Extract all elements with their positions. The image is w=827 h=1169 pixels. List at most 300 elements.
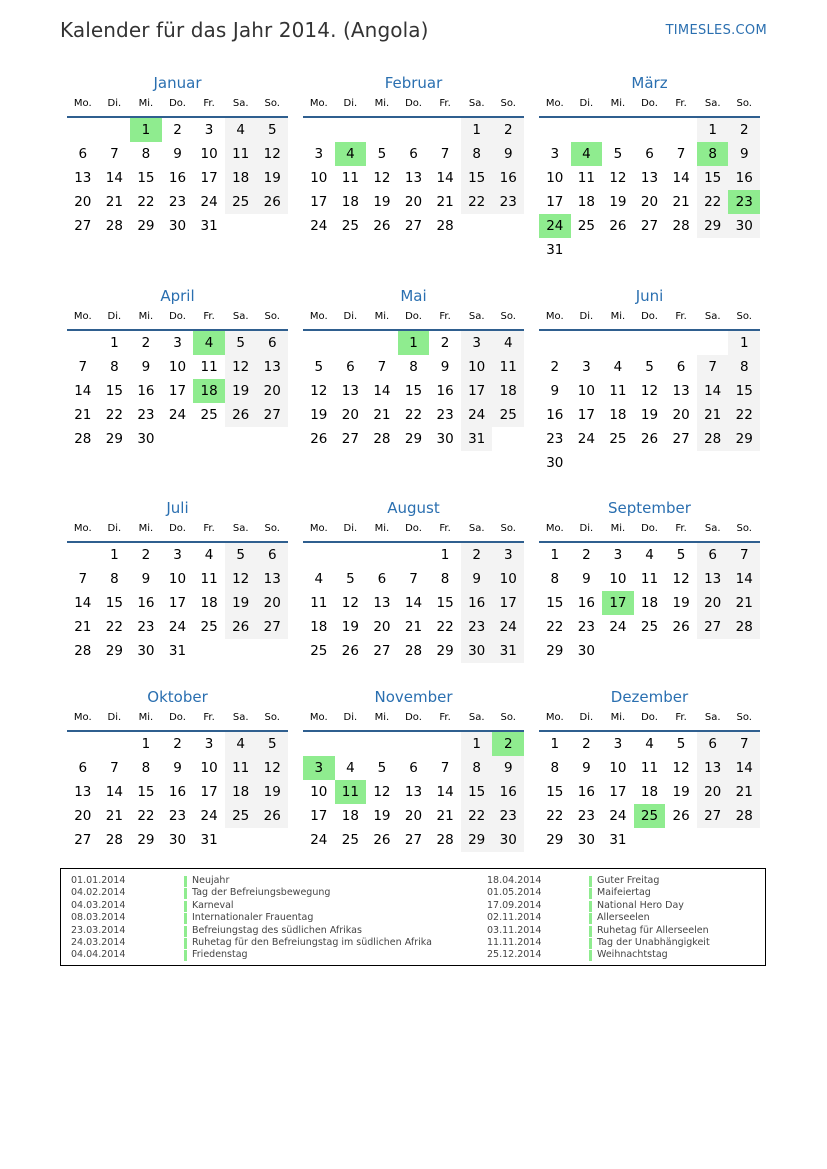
month-days	[67, 732, 288, 852]
day-cell: 29	[137, 218, 155, 234]
empty-cell	[492, 214, 524, 238]
day-cell: 19	[373, 194, 391, 210]
weekday-label: Fr.	[203, 712, 215, 723]
month-days	[539, 331, 760, 475]
day-cell: 16	[492, 780, 524, 804]
empty-cell	[634, 331, 666, 355]
weekday-label: Mo.	[73, 523, 92, 534]
week-row	[67, 591, 288, 615]
day-cell: 25	[577, 218, 595, 234]
day-cell: 7	[676, 146, 686, 162]
week-row	[539, 142, 760, 166]
empty-cell	[398, 543, 430, 567]
holiday-marker	[184, 901, 187, 912]
day-cell: 10	[310, 170, 328, 186]
day-cell: 28	[404, 643, 423, 659]
day-cell: 9	[461, 567, 493, 591]
day-cell: 1	[550, 547, 560, 563]
month-name: Februar	[384, 74, 443, 92]
day-cell: 9	[141, 571, 151, 587]
day-cell: 21	[728, 591, 760, 615]
day-cell: 1	[461, 732, 493, 756]
day-cell: 23	[137, 619, 155, 635]
weekday-label: So.	[264, 712, 280, 723]
holiday-date: 18.04.2014	[487, 875, 542, 886]
day-cell: 8	[110, 359, 119, 375]
month-name: November	[374, 688, 453, 706]
weekday-label: Di.	[107, 523, 122, 534]
week-row	[303, 804, 524, 828]
month-november	[303, 686, 524, 852]
day-cell: 11	[609, 383, 627, 399]
day-cell: 31	[461, 427, 493, 451]
day-cell: 1	[141, 736, 151, 752]
holiday-entry	[487, 887, 757, 899]
day-cell: 21	[728, 780, 760, 804]
weekday-label: Di.	[579, 523, 594, 534]
empty-cell	[366, 543, 398, 567]
holiday-entry	[71, 949, 471, 961]
day-cell: 1	[550, 736, 560, 752]
day-cell: 17	[577, 407, 595, 423]
day-cell: 19	[256, 780, 288, 804]
day-cell: 23	[546, 431, 564, 447]
day-cell: 14	[404, 595, 423, 611]
empty-cell	[665, 451, 697, 475]
weekday-label: Di.	[343, 523, 358, 534]
holiday-date: 11.11.2014	[487, 936, 542, 948]
day-cell: 21	[697, 403, 729, 427]
weekday-label: Fr.	[203, 98, 215, 109]
day-cell: 23	[577, 619, 595, 635]
empty-cell	[634, 639, 666, 663]
empty-cell	[728, 828, 760, 852]
week-row	[303, 639, 524, 663]
day-cell: 28	[728, 615, 760, 639]
weekday-label: Sa.	[704, 311, 721, 322]
weekday-header	[303, 712, 524, 728]
day-cell: 18	[492, 379, 524, 403]
day-cell: 13	[404, 170, 423, 186]
empty-cell	[602, 451, 634, 475]
day-cell: 7	[78, 359, 88, 375]
weekday-label: Do.	[405, 98, 422, 109]
weekday-header	[67, 523, 288, 539]
day-cell: 22	[137, 194, 155, 210]
day-cell: 22	[436, 619, 454, 635]
weekday-label: Do.	[641, 712, 658, 723]
day-cell: 6	[409, 760, 418, 776]
week-row	[303, 567, 524, 591]
day-cell: 19	[256, 166, 288, 190]
weekday-label: So.	[264, 311, 280, 322]
day-cell: 5	[377, 760, 387, 776]
day-cell: 13	[404, 784, 423, 800]
day-cell: 15	[461, 166, 493, 190]
holiday-list-left	[71, 875, 471, 962]
holiday-name: National Hero Day	[597, 899, 684, 911]
day-cell: 4	[571, 142, 603, 166]
day-cell: 17	[200, 170, 218, 186]
day-cell: 8	[461, 756, 493, 780]
day-cell: 1	[697, 118, 729, 142]
weekday-label: Mi.	[374, 98, 390, 109]
empty-cell	[728, 238, 760, 262]
day-cell: 13	[256, 567, 288, 591]
day-cell: 24	[310, 832, 328, 848]
day-cell: 10	[492, 567, 524, 591]
month-februar	[303, 72, 524, 238]
day-cell: 25	[640, 619, 659, 635]
week-row	[303, 427, 524, 451]
day-cell: 4	[225, 732, 257, 756]
empty-cell	[571, 238, 603, 262]
week-row	[67, 166, 288, 190]
day-cell: 2	[461, 543, 493, 567]
day-cell: 6	[78, 760, 88, 776]
day-cell: 9	[173, 146, 182, 162]
day-cell: 21	[373, 407, 391, 423]
empty-cell	[634, 238, 666, 262]
empty-cell	[256, 639, 288, 663]
empty-cell	[99, 732, 131, 756]
month-name: August	[387, 499, 440, 517]
day-cell: 13	[697, 567, 729, 591]
week-row	[67, 780, 288, 804]
day-cell: 30	[577, 832, 595, 848]
weekday-label: Fr.	[439, 712, 451, 723]
week-row	[303, 355, 524, 379]
day-cell: 19	[609, 194, 627, 210]
weekday-label: Mo.	[73, 98, 92, 109]
day-cell: 23	[728, 190, 760, 214]
weekday-label: Fr.	[675, 311, 687, 322]
holiday-date: 04.02.2014	[71, 887, 126, 899]
day-cell: 4	[492, 331, 524, 355]
day-cell: 16	[492, 166, 524, 190]
day-cell: 31	[546, 242, 564, 258]
day-cell: 11	[200, 359, 218, 375]
weekday-label: Sa.	[468, 311, 485, 322]
day-cell: 21	[436, 808, 454, 824]
day-cell: 29	[546, 832, 564, 848]
week-row	[539, 828, 760, 852]
weekday-label: Mi.	[610, 523, 626, 534]
day-cell: 17	[200, 784, 218, 800]
day-cell: 7	[110, 760, 119, 776]
day-cell: 18	[193, 379, 225, 403]
empty-cell	[571, 118, 603, 142]
weekday-header	[539, 311, 760, 327]
day-cell: 6	[377, 571, 387, 587]
day-cell: 6	[346, 359, 355, 375]
week-row	[303, 828, 524, 852]
day-cell: 15	[105, 595, 123, 611]
day-cell: 22	[105, 619, 123, 635]
holiday-marker	[184, 926, 187, 937]
day-cell: 20	[74, 808, 92, 824]
weekday-label: Mo.	[309, 311, 328, 322]
day-cell: 18	[341, 808, 359, 824]
day-cell: 18	[225, 166, 257, 190]
day-cell: 17	[168, 595, 187, 611]
day-cell: 16	[461, 591, 493, 615]
holiday-name: Friedenstag	[192, 949, 248, 961]
empty-cell	[193, 427, 225, 451]
day-cell: 30	[168, 832, 187, 848]
day-cell: 19	[310, 407, 328, 423]
weekday-label: Do.	[169, 98, 186, 109]
week-row	[303, 732, 524, 756]
weekday-label: Do.	[169, 712, 186, 723]
day-cell: 3	[314, 146, 324, 162]
page-title: Kalender für das Jahr 2014. (Angola)	[60, 18, 429, 42]
day-cell: 26	[373, 832, 391, 848]
day-cell: 8	[440, 571, 450, 587]
week-row	[539, 732, 760, 756]
day-cell: 24	[539, 214, 571, 238]
day-cell: 18	[200, 595, 218, 611]
day-cell: 11	[640, 571, 659, 587]
day-cell: 10	[168, 359, 187, 375]
day-cell: 12	[672, 760, 690, 776]
weekday-label: Do.	[641, 311, 658, 322]
day-cell: 7	[440, 760, 450, 776]
day-cell: 27	[697, 615, 729, 639]
day-cell: 7	[409, 571, 418, 587]
day-cell: 20	[404, 194, 423, 210]
day-cell: 11	[200, 571, 218, 587]
month-name: September	[608, 499, 691, 517]
day-cell: 30	[728, 214, 760, 238]
day-cell: 4	[645, 547, 654, 563]
weekday-label: Do.	[641, 98, 658, 109]
weekday-label: Do.	[405, 712, 422, 723]
day-cell: 25	[310, 643, 328, 659]
week-row	[539, 639, 760, 663]
weekday-label: So.	[264, 523, 280, 534]
weekday-header	[303, 523, 524, 539]
day-cell: 9	[550, 383, 560, 399]
holiday-date: 02.11.2014	[487, 912, 542, 924]
day-cell: 18	[310, 619, 328, 635]
weekday-header	[303, 311, 524, 327]
day-cell: 28	[74, 643, 92, 659]
day-cell: 27	[640, 218, 659, 234]
month-name: Juni	[635, 287, 664, 305]
day-cell: 14	[672, 170, 690, 186]
day-cell: 26	[310, 431, 328, 447]
day-cell: 18	[225, 780, 257, 804]
holiday-name: Neujahr	[192, 875, 230, 886]
day-cell: 1	[728, 331, 760, 355]
week-row	[303, 615, 524, 639]
day-cell: 5	[377, 146, 387, 162]
day-cell: 24	[609, 619, 627, 635]
day-cell: 30	[168, 218, 187, 234]
weekday-label: Fr.	[203, 523, 215, 534]
weekday-label: So.	[500, 311, 516, 322]
holiday-marker	[184, 888, 187, 899]
month-days	[539, 118, 760, 262]
week-row	[539, 331, 760, 355]
week-row	[303, 166, 524, 190]
day-cell: 1	[130, 118, 162, 142]
weekday-label: Mo.	[309, 98, 328, 109]
day-cell: 18	[609, 407, 627, 423]
day-cell: 29	[105, 643, 123, 659]
day-cell: 10	[609, 760, 627, 776]
day-cell: 17	[461, 379, 493, 403]
month-dezember	[539, 686, 760, 852]
day-cell: 28	[373, 431, 391, 447]
brand-logo-text[interactable]: TIMESLES.COM	[665, 23, 767, 38]
day-cell: 4	[613, 359, 623, 375]
weekday-header	[67, 311, 288, 327]
day-cell: 28	[672, 218, 690, 234]
day-cell: 26	[373, 218, 391, 234]
day-cell: 22	[461, 804, 493, 828]
day-cell: 28	[105, 218, 123, 234]
day-cell: 31	[609, 832, 627, 848]
day-cell: 25	[492, 403, 524, 427]
day-cell: 23	[436, 407, 454, 423]
day-cell: 11	[335, 780, 367, 804]
day-cell: 13	[74, 784, 92, 800]
month-märz	[539, 72, 760, 262]
weekday-label: Mi.	[374, 523, 390, 534]
day-cell: 27	[74, 218, 92, 234]
day-cell: 6	[78, 146, 88, 162]
day-cell: 22	[461, 190, 493, 214]
day-cell: 26	[341, 643, 359, 659]
empty-cell	[429, 732, 461, 756]
weekday-header	[539, 712, 760, 728]
day-cell: 16	[137, 595, 155, 611]
week-row	[539, 615, 760, 639]
day-cell: 21	[672, 194, 690, 210]
week-row	[303, 214, 524, 238]
day-cell: 13	[341, 383, 359, 399]
month-days	[303, 732, 524, 852]
holiday-marker	[589, 913, 592, 924]
month-april	[67, 285, 288, 451]
day-cell: 10	[609, 571, 627, 587]
day-cell: 13	[640, 170, 659, 186]
day-cell: 25	[341, 218, 359, 234]
day-cell: 30	[436, 431, 454, 447]
holiday-name: Karneval	[192, 899, 234, 911]
day-cell: 4	[314, 571, 324, 587]
day-cell: 29	[404, 431, 423, 447]
holiday-entry	[487, 912, 757, 924]
empty-cell	[366, 732, 398, 756]
day-cell: 20	[672, 407, 690, 423]
empty-cell	[225, 427, 257, 451]
month-name: Januar	[153, 74, 202, 92]
empty-cell	[225, 214, 257, 238]
day-cell: 4	[193, 331, 225, 355]
empty-cell	[335, 331, 367, 355]
holiday-name: Maifeiertag	[597, 887, 651, 899]
day-cell: 26	[225, 615, 257, 639]
day-cell: 21	[436, 194, 454, 210]
day-cell: 8	[550, 760, 560, 776]
empty-cell	[225, 828, 257, 852]
day-cell: 19	[225, 591, 257, 615]
day-cell: 11	[640, 760, 659, 776]
day-cell: 19	[373, 808, 391, 824]
day-cell: 30	[492, 828, 524, 852]
empty-cell	[366, 118, 398, 142]
day-cell: 22	[546, 808, 564, 824]
holiday-date: 04.03.2014	[71, 899, 126, 911]
holiday-marker	[589, 876, 592, 887]
empty-cell	[728, 451, 760, 475]
month-name: März	[631, 74, 668, 92]
day-cell: 29	[137, 832, 155, 848]
empty-cell	[335, 118, 367, 142]
day-cell: 2	[173, 736, 182, 752]
day-cell: 30	[137, 431, 155, 447]
day-cell: 17	[168, 383, 187, 399]
week-row	[303, 780, 524, 804]
day-cell: 12	[341, 595, 359, 611]
day-cell: 2	[550, 359, 560, 375]
empty-cell	[697, 331, 729, 355]
day-cell: 20	[74, 194, 92, 210]
weekday-label: So.	[736, 311, 752, 322]
month-days	[67, 543, 288, 663]
day-cell: 20	[640, 194, 659, 210]
day-cell: 29	[105, 431, 123, 447]
week-row	[67, 331, 288, 355]
week-row	[303, 379, 524, 403]
empty-cell	[602, 118, 634, 142]
weekday-label: Di.	[579, 98, 594, 109]
day-cell: 6	[256, 331, 288, 355]
day-cell: 30	[461, 639, 493, 663]
weekday-label: Fr.	[203, 311, 215, 322]
month-days	[67, 331, 288, 451]
day-cell: 24	[168, 407, 187, 423]
holiday-entry	[71, 900, 471, 912]
day-cell: 25	[634, 804, 666, 828]
day-cell: 29	[728, 427, 760, 451]
day-cell: 21	[74, 407, 92, 423]
week-row	[67, 639, 288, 663]
day-cell: 16	[137, 383, 155, 399]
week-row	[303, 756, 524, 780]
day-cell: 28	[436, 832, 454, 848]
holiday-entry	[71, 887, 471, 899]
day-cell: 5	[256, 732, 288, 756]
week-row	[67, 355, 288, 379]
week-row	[303, 331, 524, 355]
day-cell: 5	[676, 736, 686, 752]
day-cell: 13	[672, 383, 690, 399]
day-cell: 14	[436, 784, 454, 800]
empty-cell	[665, 238, 697, 262]
empty-cell	[398, 118, 430, 142]
holiday-name: Tag der Unabhängigkeit	[597, 936, 710, 948]
holiday-list-right	[487, 875, 757, 962]
empty-cell	[335, 732, 367, 756]
month-name: Oktober	[147, 688, 208, 706]
empty-cell	[461, 214, 493, 238]
day-cell: 1	[398, 331, 430, 355]
week-row	[539, 591, 760, 615]
